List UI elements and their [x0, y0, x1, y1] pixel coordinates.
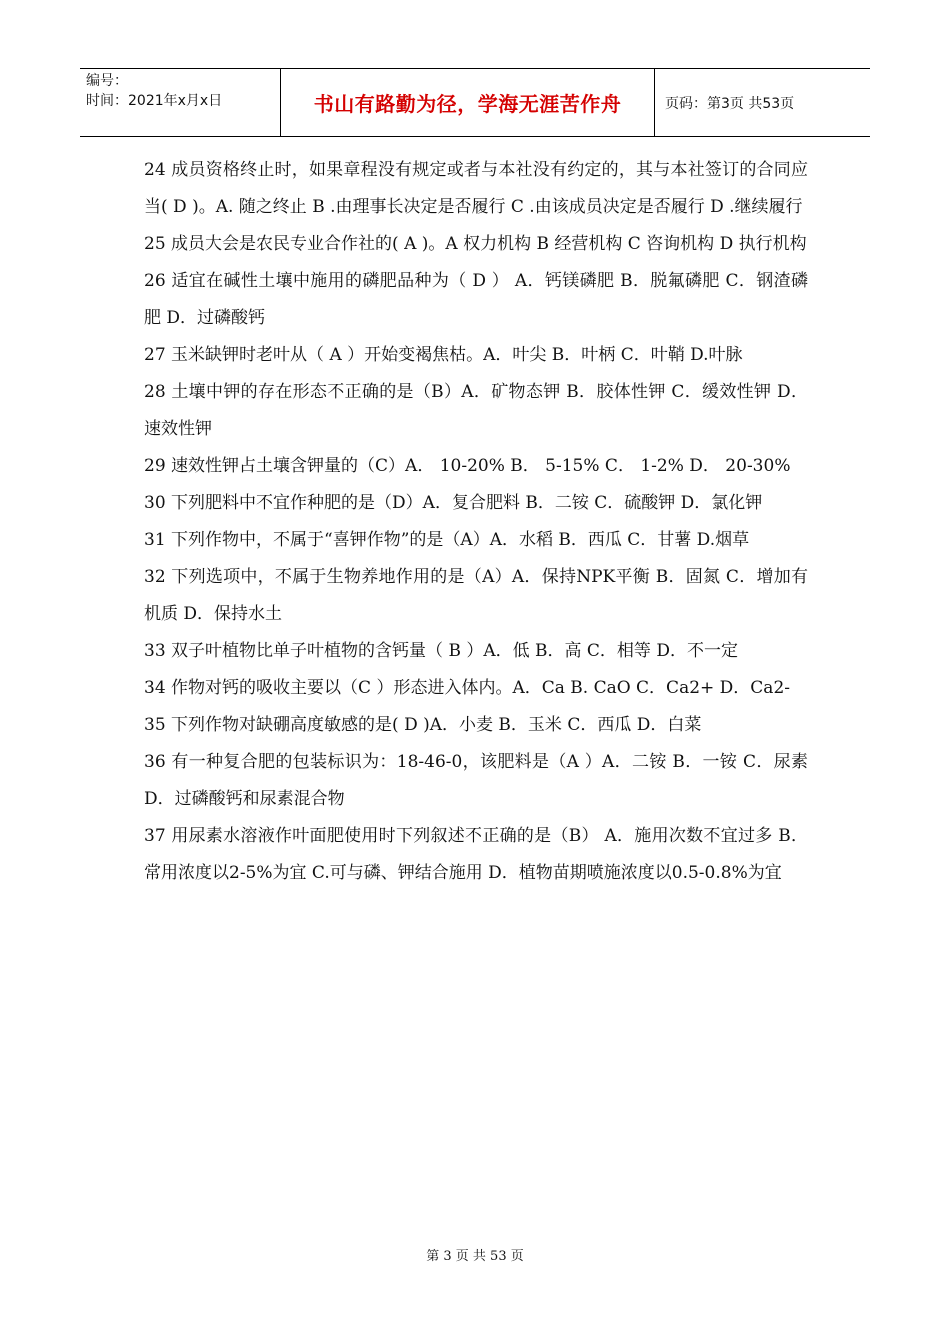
question-28: 28 土壤中钾的存在形态不正确的是（B）A．矿物态钾 B．胶体性钾 C．缓效性钾 D．速效性钾 [144, 382, 808, 439]
page-header [80, 68, 870, 137]
question-35: 35 下列作物对缺硼高度敏感的是( D )A．小麦 B．玉米 C．西瓜 D．白菜 [144, 715, 702, 735]
header-page-cell [653, 69, 870, 136]
question-36: 36 有一种复合肥的包装标识为：18-46-0，该肥料是（A ）A．二铵 B．一铵 C．尿素 D．过磷酸钙和尿素混合物 [144, 752, 808, 809]
question-30: 30 下列肥料中不宜作种肥的是（D）A．复合肥料 B．二铵 C．硫酸钾 D．氯化钾 [144, 493, 763, 513]
footer-page-text: 第 3 页 共 53 页 [426, 1249, 524, 1264]
question-33: 33 双子叶植物比单子叶植物的含钙量（ B ）A．低 B．高 C．相等 D．不一定 [144, 641, 738, 661]
question-32: 32 下列选项中，不属于生物养地作用的是（A）A．保持NPK平衡 B．固氮 C．增加有机质 D．保持水土 [144, 567, 808, 624]
question-27: 27 玉米缺钾时老叶从（ A ）开始变褐焦枯。A．叶尖 B．叶柄 C．叶鞘 D.叶脉 [144, 345, 743, 365]
motto-text: 书山有路勤为径，学海无涯苦作舟 [313, 92, 622, 116]
question-31: 31 下列作物中，不属于“喜钾作物”的是（A）A．水稻 B．西瓜 C．甘薯 D.烟草 [144, 530, 750, 550]
header-motto-cell [280, 69, 655, 136]
question-26: 26 适宜在碱性土壤中施用的磷肥品种为（ D ） A．钙镁磷肥 B．脱氟磷肥 C．钢渣磷肥 D．过磷酸钙 [144, 271, 808, 328]
question-34: 34 作物对钙的吸收主要以（C ）形态进入体内。A．Ca B. CaO C．Ca2+ D．Ca2- [144, 678, 790, 698]
header-meta [80, 69, 280, 136]
time-label: 时间：2021年x月x日 [86, 93, 223, 109]
number-label: 编号： [86, 73, 128, 89]
question-list [144, 152, 808, 892]
question-25: 25 成员大会是农民专业合作社的( A )。A 权力机构 B 经营机构 C 咨询机构 D 执行机构 [144, 234, 807, 254]
question-24: 24 成员资格终止时，如果章程没有规定或者与本社没有约定的，其与本社签订的合同应当( D )。A. 随之终止 B .由理事长决定是否履行 C .由该成员决定是否履行 D .继续履行 [144, 160, 808, 217]
page-footer [0, 1245, 950, 1264]
question-37: 37 用尿素水溶液作叶面肥使用时下列叙述不正确的是（B） A．施用次数不宜过多 B．常用浓度以2-5%为宜 C.可与磷、钾结合施用 D．植物苗期喷施浓度以0.5-0.8%为宜 [144, 826, 808, 883]
page-info: 页码：第3页 共53页 [665, 95, 795, 112]
question-29: 29 速效性钾占土壤含钾量的（C）A． 10-20% B． 5-15% C． 1-2% D． 20-30% [144, 456, 791, 476]
